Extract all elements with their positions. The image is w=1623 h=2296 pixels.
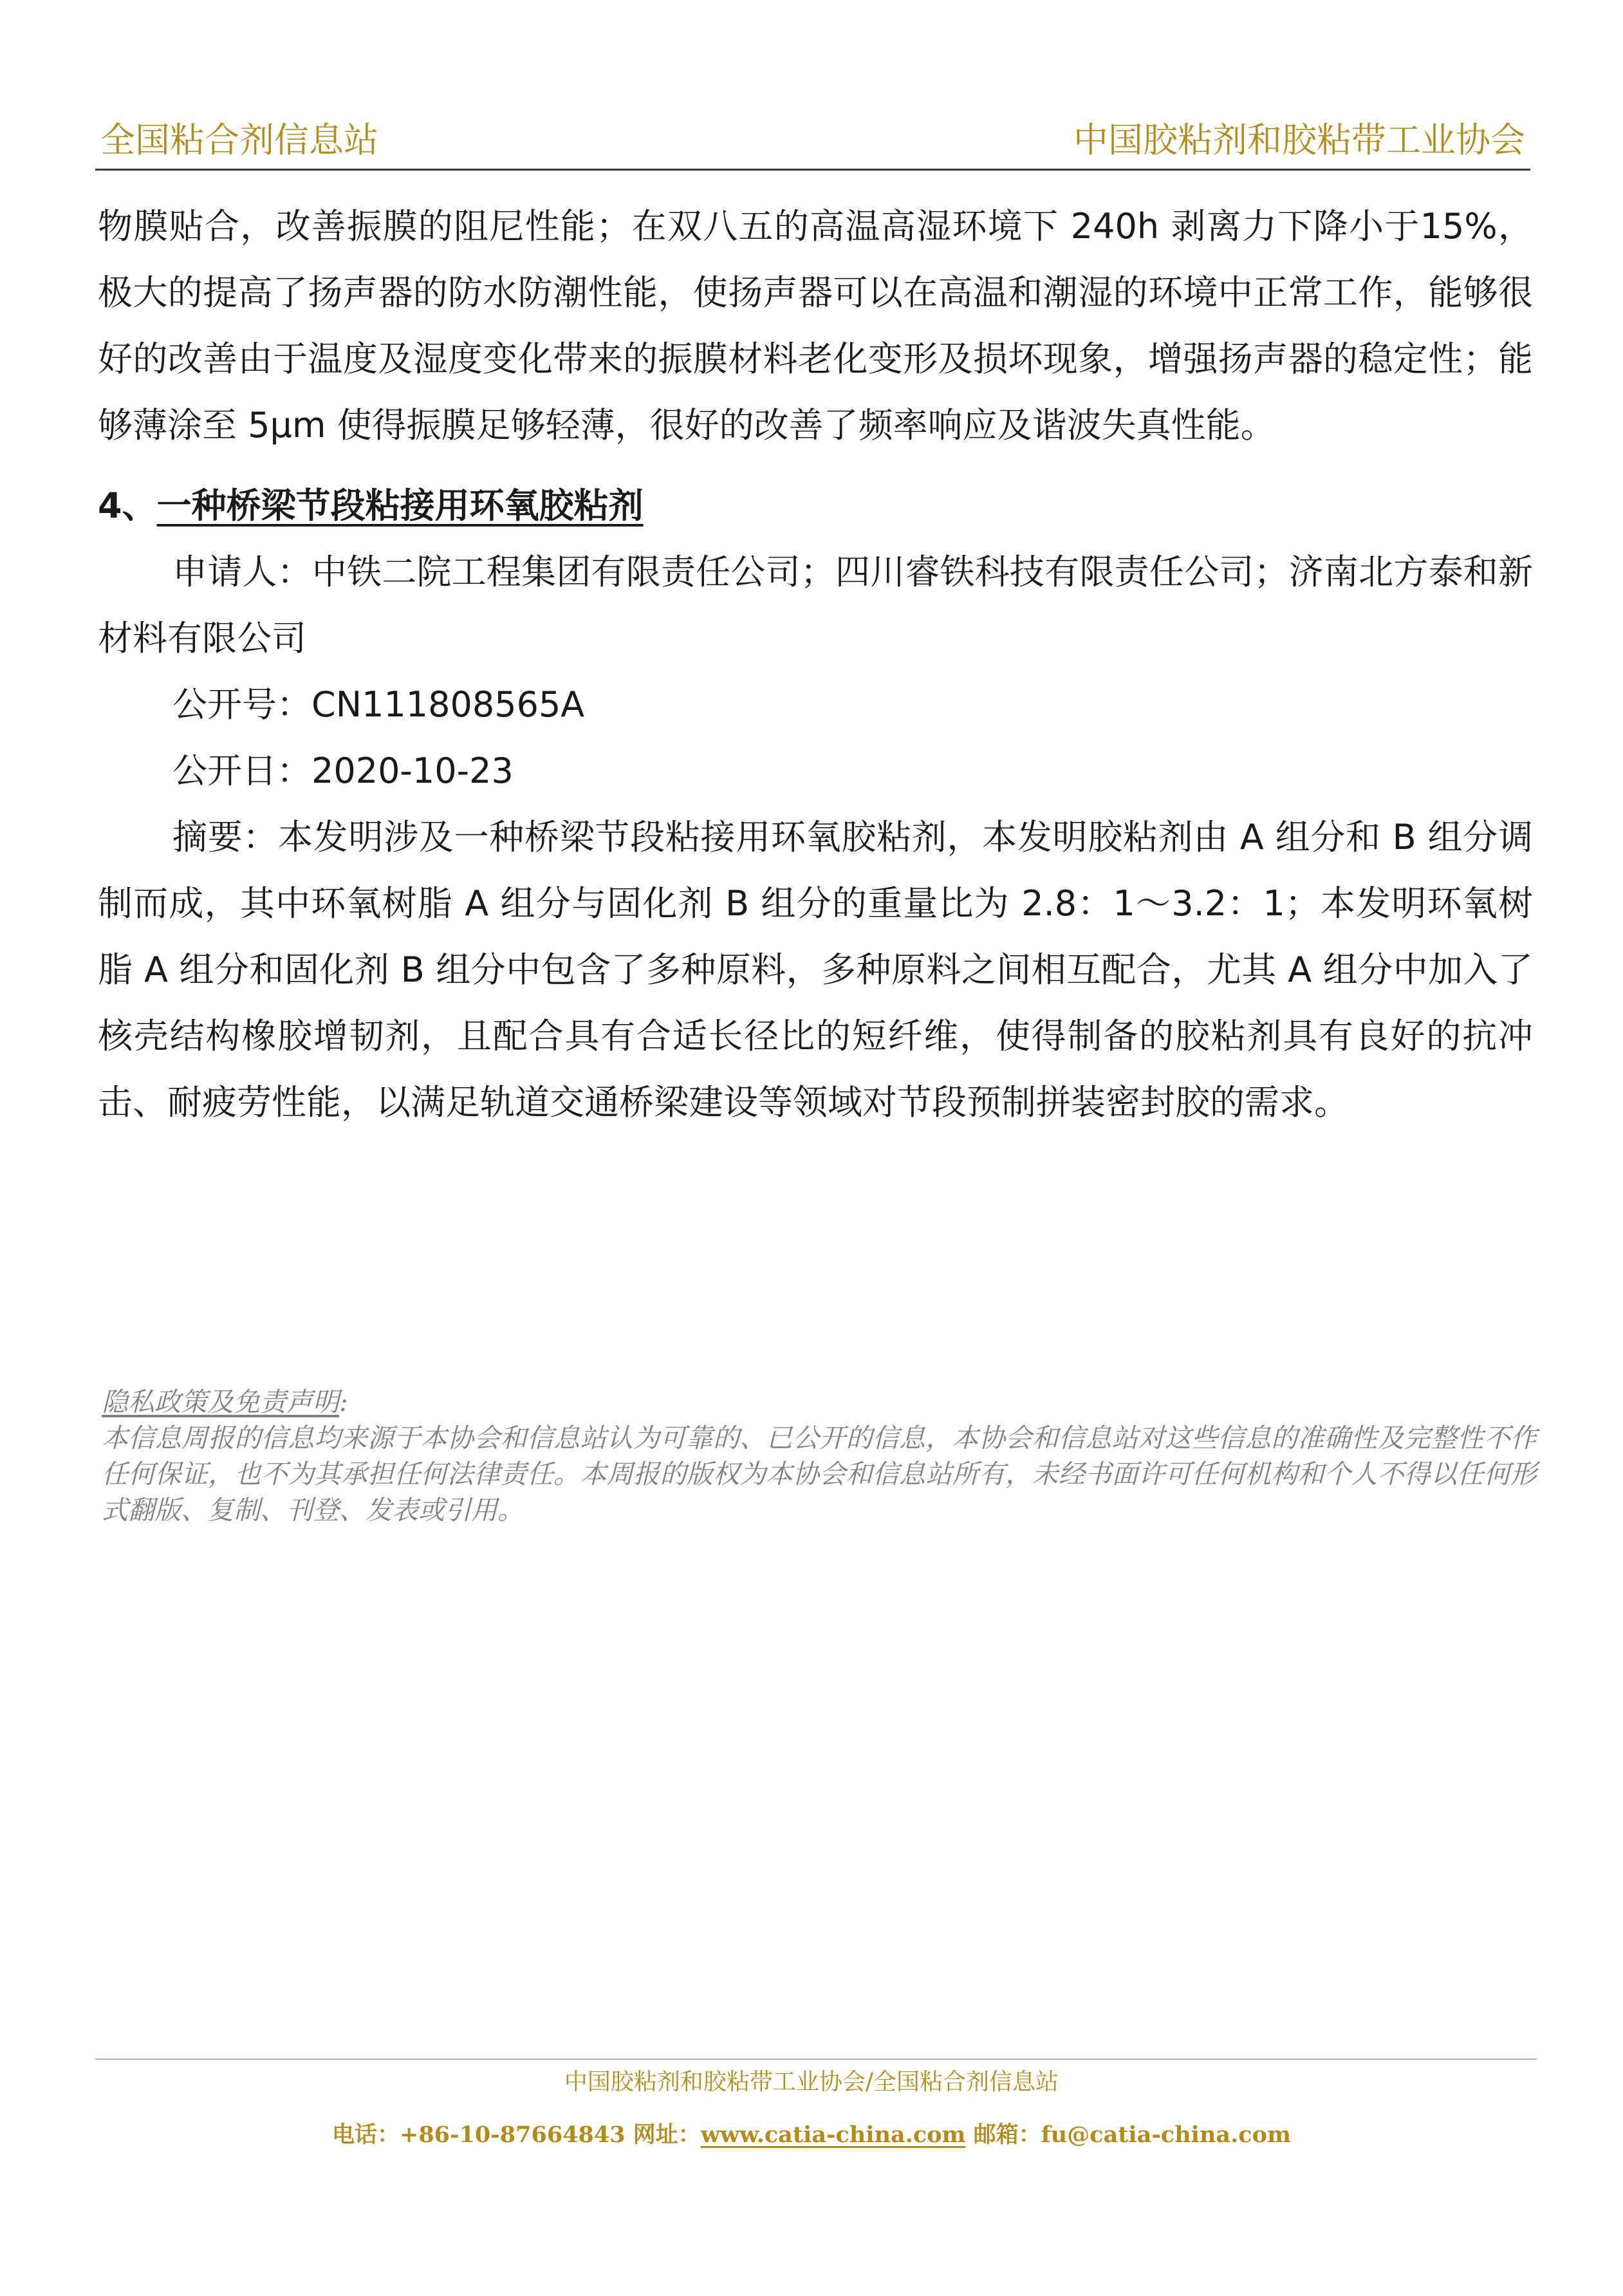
section-heading <box>98 472 1533 539</box>
intro-paragraph: 物膜贴合，改善振膜的阻尼性能；在双八五的高温高湿环境下 240h 剥离力下降小于15%，极大的提高了扬声器的防水防潮性能，使扬声器可以在高温和潮湿的环境中正常工作，能够很好的改善由于温度及湿度变化带来的振膜材料老化变形及损坏现象，增强扬声器的稳定性；能够薄涂至 5μm 使得振膜足够轻薄，很好的改善了频率响应及谐波失真性能。 <box>98 206 1533 445</box>
page-header <box>95 116 1530 171</box>
abstract-text: 摘要：本发明涉及一种桥梁节段粘接用环氧胶粘剂，本发明胶粘剂由 A 组分和 B 组分调制而成，其中环氧树脂 A 组分与固化剂 B 组分的重量比为 2.8：1～3.2：1；本发明环氧树脂 A 组分和固化剂 B 组分中包含了多种原料，多种原料之间相互配合，尤其 A 组分中加入了核壳结构橡胶增韧剂，且配合具有合适长径比的短纤维，使得制备的胶粘剂具有良好的抗冲击、耐疲劳性能，以满足轨道交通桥梁建设等领域对节段预制拼装密封胶的需求。 <box>98 817 1533 1123</box>
header-site-name: 全国粘合剂信息站 <box>100 120 378 160</box>
disclaimer-body: 本信息周报的信息均来源于本协会和信息站认为可靠的、已公开的信息，本协会和信息站对这些信息的准确性及完整性不作任何保证，也不为其承担任何法律责任。本周报的版权为本协会和信息站所有，未经书面许可任何机构和个人不得以任何形式翻版、复制、刊登、发表或引用。 <box>102 1423 1537 1526</box>
footer-contact <box>0 2118 1623 2152</box>
footer-website-link[interactable]: www.catia-china.com <box>700 2122 966 2148</box>
disclaimer-colon: : <box>339 1386 348 1417</box>
footer-divider <box>95 2058 1537 2060</box>
disclaimer <box>102 1384 1537 1528</box>
applicant-text: 申请人：中铁二院工程集团有限责任公司；四川睿铁科技有限责任公司；济南北方泰和新材料有限公司 <box>98 552 1533 658</box>
section-title: 一种桥梁节段粘接用环氧胶粘剂 <box>156 485 644 526</box>
footer-phone: 电话：+86-10-87664843 网址： <box>332 2122 701 2148</box>
section-number: 4、 <box>98 485 157 526</box>
header-association-name: 中国胶粘剂和胶粘带工业协会 <box>1073 120 1525 160</box>
main-content <box>98 193 1533 1135</box>
disclaimer-title: 隐私政策及免责声明 <box>102 1386 339 1417</box>
publication-number: 公开号：CN111808565A <box>172 684 585 725</box>
footer-organization: 中国胶粘剂和胶粘带工业协会/全国粘合剂信息站 <box>564 2069 1059 2095</box>
publication-date: 公开日：2020-10-23 <box>172 751 514 791</box>
footer-email: 邮箱：fu@catia-china.com <box>965 2122 1291 2148</box>
